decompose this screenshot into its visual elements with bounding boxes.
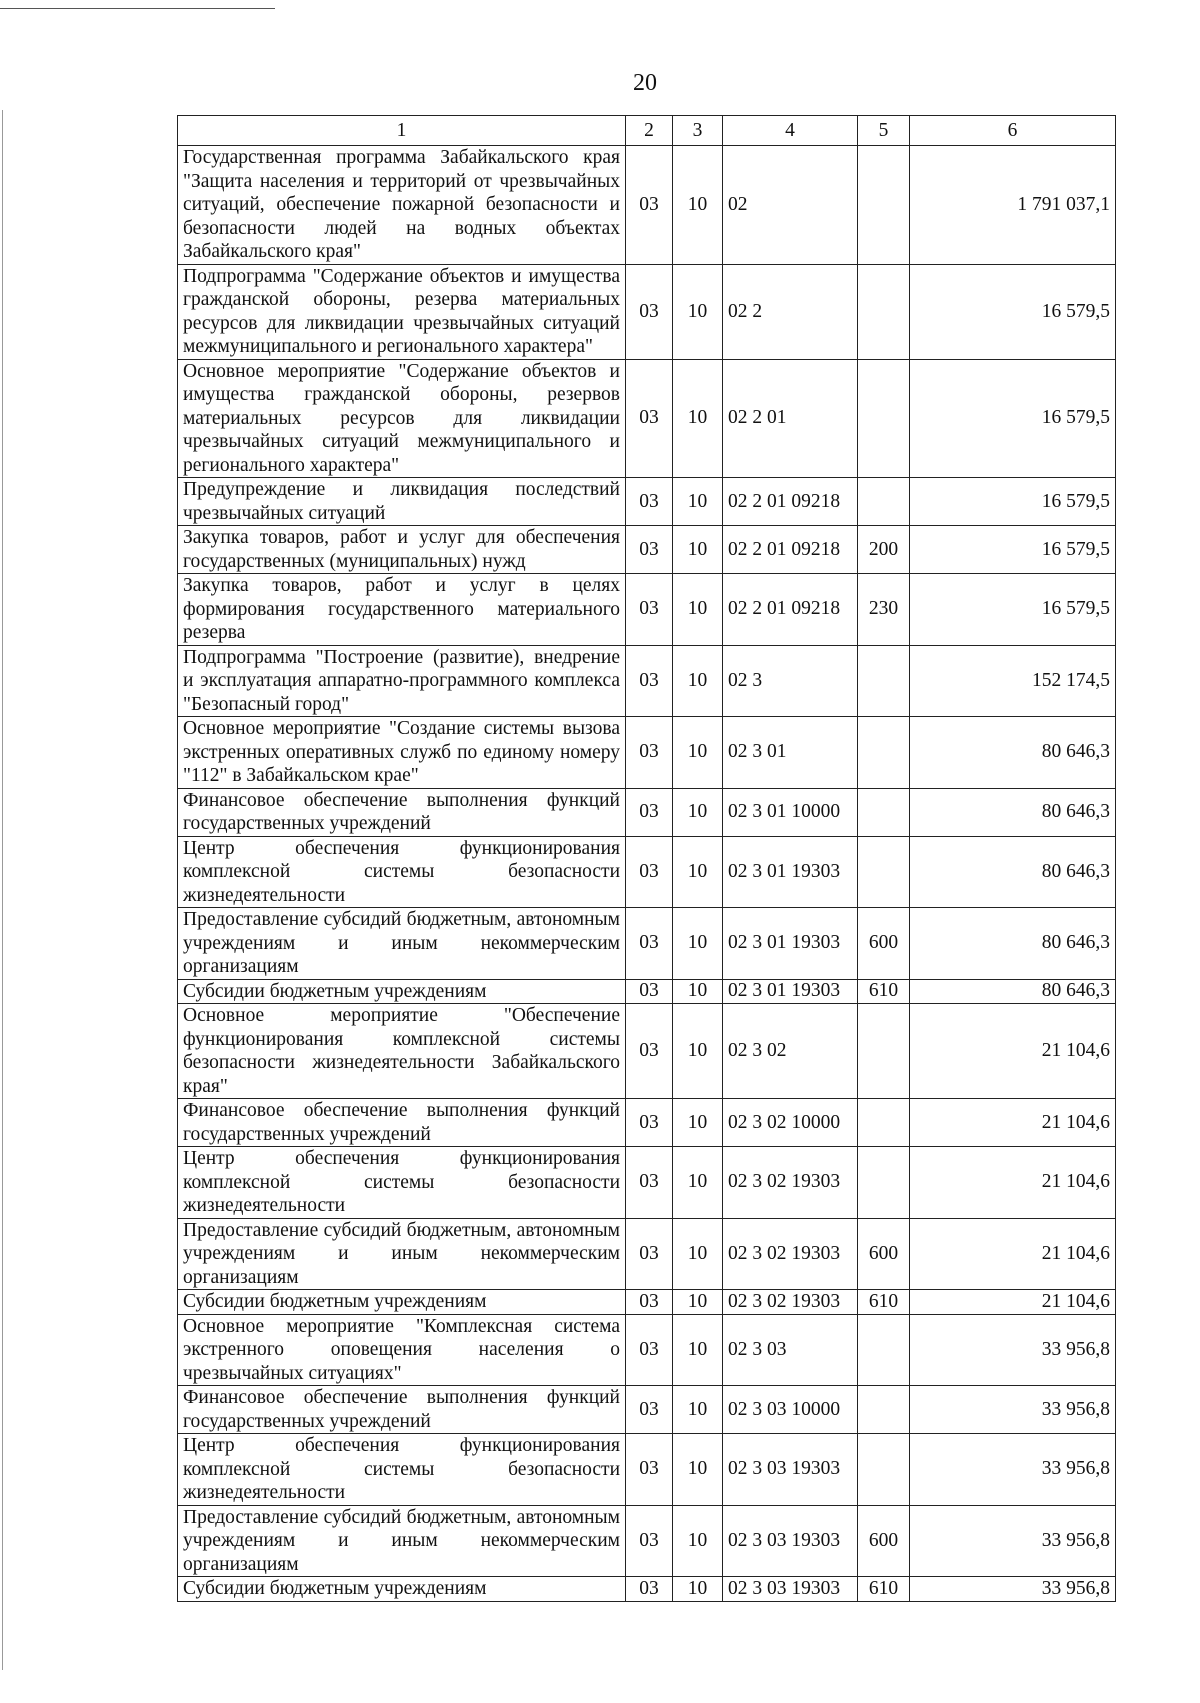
row-description: Предоставление субсидий бюджетным, автономным учреждениям и иным некоммерческим организациям: [178, 908, 626, 980]
header-row: [178, 116, 1116, 146]
expense-type-code: [858, 146, 910, 265]
table-row: [178, 359, 1116, 478]
subsection-code: 10: [673, 1505, 723, 1577]
row-description: Субсидии бюджетным учреждениям: [178, 979, 626, 1004]
section-code: 03: [626, 717, 673, 789]
amount: 21 104,6: [910, 1218, 1116, 1290]
amount: 16 579,5: [910, 359, 1116, 478]
amount: 33 956,8: [910, 1577, 1116, 1602]
amount: 80 646,3: [910, 717, 1116, 789]
row-description: Финансовое обеспечение выполнения функций государственных учреждений: [178, 788, 626, 836]
table-row: [178, 1386, 1116, 1434]
section-code: 03: [626, 1147, 673, 1219]
table-row: [178, 1004, 1116, 1099]
section-code: 03: [626, 478, 673, 526]
row-description: Финансовое обеспечение выполнения функций государственных учреждений: [178, 1099, 626, 1147]
target-article-code: 02 3 02: [723, 1004, 858, 1099]
table-row: [178, 1577, 1116, 1602]
section-code: 03: [626, 264, 673, 359]
target-article-code: 02 3 03 10000: [723, 1386, 858, 1434]
expense-type-code: [858, 1386, 910, 1434]
amount: 21 104,6: [910, 1004, 1116, 1099]
table-row: [178, 526, 1116, 574]
section-code: 03: [626, 1290, 673, 1315]
subsection-code: 10: [673, 1386, 723, 1434]
table-row: [178, 717, 1116, 789]
expense-type-code: [858, 264, 910, 359]
section-code: 03: [626, 1577, 673, 1602]
subsection-code: 10: [673, 1290, 723, 1315]
subsection-code: 10: [673, 1099, 723, 1147]
subsection-code: 10: [673, 264, 723, 359]
section-code: 03: [626, 1386, 673, 1434]
target-article-code: 02 3 01 19303: [723, 979, 858, 1004]
table-row: [178, 645, 1116, 717]
target-article-code: 02 2 01 09218: [723, 478, 858, 526]
target-article-code: 02 3 03 19303: [723, 1577, 858, 1602]
amount: 16 579,5: [910, 264, 1116, 359]
target-article-code: 02: [723, 146, 858, 265]
target-article-code: 02 2: [723, 264, 858, 359]
table-row: [178, 1147, 1116, 1219]
row-description: Основное мероприятие "Комплексная система экстренного оповещения населения о чрезвычайных ситуациях": [178, 1314, 626, 1386]
section-code: 03: [626, 908, 673, 980]
row-description: Предупреждение и ликвидация последствий чрезвычайных ситуаций: [178, 478, 626, 526]
left-margin-rule: [2, 110, 3, 1670]
target-article-code: 02 3 01 19303: [723, 836, 858, 908]
expense-type-code: 610: [858, 979, 910, 1004]
amount: 16 579,5: [910, 478, 1116, 526]
row-description: Центр обеспечения функционирования комплексной системы безопасности жизнедеятельности: [178, 1434, 626, 1506]
amount: 80 646,3: [910, 908, 1116, 980]
amount: 33 956,8: [910, 1505, 1116, 1577]
table-row: [178, 1505, 1116, 1577]
table-row: [178, 836, 1116, 908]
subsection-code: 10: [673, 836, 723, 908]
table-body: [178, 146, 1116, 1602]
table-row: [178, 1218, 1116, 1290]
section-code: 03: [626, 1434, 673, 1506]
target-article-code: 02 3 02 19303: [723, 1218, 858, 1290]
expense-type-code: [858, 836, 910, 908]
row-description: Предоставление субсидий бюджетным, автономным учреждениям и иным некоммерческим организациям: [178, 1505, 626, 1577]
target-article-code: 02 2 01 09218: [723, 574, 858, 646]
row-description: Субсидии бюджетным учреждениям: [178, 1577, 626, 1602]
amount: 33 956,8: [910, 1386, 1116, 1434]
row-description: Подпрограмма "Построение (развитие), внедрение и эксплуатация аппаратно-программного комплекса "Безопасный город": [178, 645, 626, 717]
section-code: 03: [626, 1218, 673, 1290]
expense-type-code: [858, 1147, 910, 1219]
subsection-code: 10: [673, 717, 723, 789]
target-article-code: 02 3 03: [723, 1314, 858, 1386]
expense-type-code: 200: [858, 526, 910, 574]
row-description: Основное мероприятие "Создание системы вызова экстренных оперативных служб по единому номеру "112" в Забайкальском крае": [178, 717, 626, 789]
page-number: 20: [633, 70, 657, 96]
column-header: 2: [626, 116, 673, 146]
subsection-code: 10: [673, 574, 723, 646]
amount: 1 791 037,1: [910, 146, 1116, 265]
table-row: [178, 264, 1116, 359]
section-code: 03: [626, 836, 673, 908]
section-code: 03: [626, 645, 673, 717]
target-article-code: 02 3 01 10000: [723, 788, 858, 836]
subsection-code: 10: [673, 788, 723, 836]
row-description: Предоставление субсидий бюджетным, автономным учреждениям и иным некоммерческим организациям: [178, 1218, 626, 1290]
expense-type-code: [858, 788, 910, 836]
table-row: [178, 1099, 1116, 1147]
section-code: 03: [626, 1004, 673, 1099]
expense-type-code: [858, 1099, 910, 1147]
amount: 80 646,3: [910, 979, 1116, 1004]
target-article-code: 02 2 01 09218: [723, 526, 858, 574]
subsection-code: 10: [673, 1314, 723, 1386]
subsection-code: 10: [673, 1577, 723, 1602]
section-code: 03: [626, 1314, 673, 1386]
amount: 21 104,6: [910, 1099, 1116, 1147]
section-code: 03: [626, 788, 673, 836]
expense-type-code: [858, 478, 910, 526]
table-header: [178, 116, 1116, 146]
subsection-code: 10: [673, 1147, 723, 1219]
expense-type-code: 600: [858, 1218, 910, 1290]
table-row: [178, 908, 1116, 980]
section-code: 03: [626, 359, 673, 478]
column-header: 1: [178, 116, 626, 146]
expense-type-code: [858, 1004, 910, 1099]
target-article-code: 02 3 02 19303: [723, 1147, 858, 1219]
expense-type-code: [858, 645, 910, 717]
table-row: [178, 1290, 1116, 1315]
section-code: 03: [626, 146, 673, 265]
subsection-code: 10: [673, 908, 723, 980]
subsection-code: 10: [673, 526, 723, 574]
table-row: [178, 574, 1116, 646]
subsection-code: 10: [673, 146, 723, 265]
section-code: 03: [626, 526, 673, 574]
expense-type-code: 610: [858, 1290, 910, 1315]
subsection-code: 10: [673, 645, 723, 717]
column-header: 5: [858, 116, 910, 146]
expense-type-code: 600: [858, 1505, 910, 1577]
amount: 33 956,8: [910, 1314, 1116, 1386]
expense-type-code: [858, 359, 910, 478]
expense-type-code: [858, 1434, 910, 1506]
subsection-code: 10: [673, 1218, 723, 1290]
table-row: [178, 1434, 1116, 1506]
top-rule: [0, 8, 275, 9]
subsection-code: 10: [673, 979, 723, 1004]
table-row: [178, 478, 1116, 526]
row-description: Центр обеспечения функционирования комплексной системы безопасности жизнедеятельности: [178, 836, 626, 908]
target-article-code: 02 3 02 10000: [723, 1099, 858, 1147]
amount: 33 956,8: [910, 1434, 1116, 1506]
column-header: 6: [910, 116, 1116, 146]
amount: 21 104,6: [910, 1290, 1116, 1315]
column-header: 3: [673, 116, 723, 146]
target-article-code: 02 3 03 19303: [723, 1505, 858, 1577]
target-article-code: 02 3 03 19303: [723, 1434, 858, 1506]
amount: 80 646,3: [910, 836, 1116, 908]
amount: 16 579,5: [910, 574, 1116, 646]
row-description: Основное мероприятие "Содержание объектов и имущества гражданской обороны, резервов материальных ресурсов для ликвидации чрезвычайных ситуаций межмуниципального и регионального характера": [178, 359, 626, 478]
row-description: Субсидии бюджетным учреждениям: [178, 1290, 626, 1315]
table-row: [178, 146, 1116, 265]
section-code: 03: [626, 574, 673, 646]
expense-type-code: [858, 1314, 910, 1386]
subsection-code: 10: [673, 359, 723, 478]
table-row: [178, 979, 1116, 1004]
expense-type-code: 230: [858, 574, 910, 646]
row-description: Основное мероприятие "Обеспечение функционирования комплексной системы безопасности жизнедеятельности Забайкальского края": [178, 1004, 626, 1099]
expense-type-code: 600: [858, 908, 910, 980]
row-description: Закупка товаров, работ и услуг для обеспечения государственных (муниципальных) нужд: [178, 526, 626, 574]
row-description: Закупка товаров, работ и услуг в целях формирования государственного материального резерва: [178, 574, 626, 646]
section-code: 03: [626, 979, 673, 1004]
budget-table: [177, 115, 1116, 1602]
table-row: [178, 788, 1116, 836]
target-article-code: 02 3 01: [723, 717, 858, 789]
expense-type-code: 610: [858, 1577, 910, 1602]
target-article-code: 02 2 01: [723, 359, 858, 478]
row-description: Государственная программа Забайкальского края "Защита населения и территорий от чрезвычайных ситуаций, обеспечение пожарной безопасности и безопасности людей на водных объектах Забайкальского края": [178, 146, 626, 265]
section-code: 03: [626, 1505, 673, 1577]
subsection-code: 10: [673, 478, 723, 526]
subsection-code: 10: [673, 1434, 723, 1506]
amount: 16 579,5: [910, 526, 1116, 574]
amount: 152 174,5: [910, 645, 1116, 717]
target-article-code: 02 3 02 19303: [723, 1290, 858, 1315]
table-row: [178, 1314, 1116, 1386]
row-description: Центр обеспечения функционирования комплексной системы безопасности жизнедеятельности: [178, 1147, 626, 1219]
target-article-code: 02 3 01 19303: [723, 908, 858, 980]
row-description: Подпрограмма "Содержание объектов и имущества гражданской обороны, резерва материальных ресурсов для ликвидации чрезвычайных ситуаций межмуниципального и регионального характера": [178, 264, 626, 359]
expense-type-code: [858, 717, 910, 789]
amount: 21 104,6: [910, 1147, 1116, 1219]
section-code: 03: [626, 1099, 673, 1147]
amount: 80 646,3: [910, 788, 1116, 836]
target-article-code: 02 3: [723, 645, 858, 717]
row-description: Финансовое обеспечение выполнения функций государственных учреждений: [178, 1386, 626, 1434]
column-header: 4: [723, 116, 858, 146]
subsection-code: 10: [673, 1004, 723, 1099]
